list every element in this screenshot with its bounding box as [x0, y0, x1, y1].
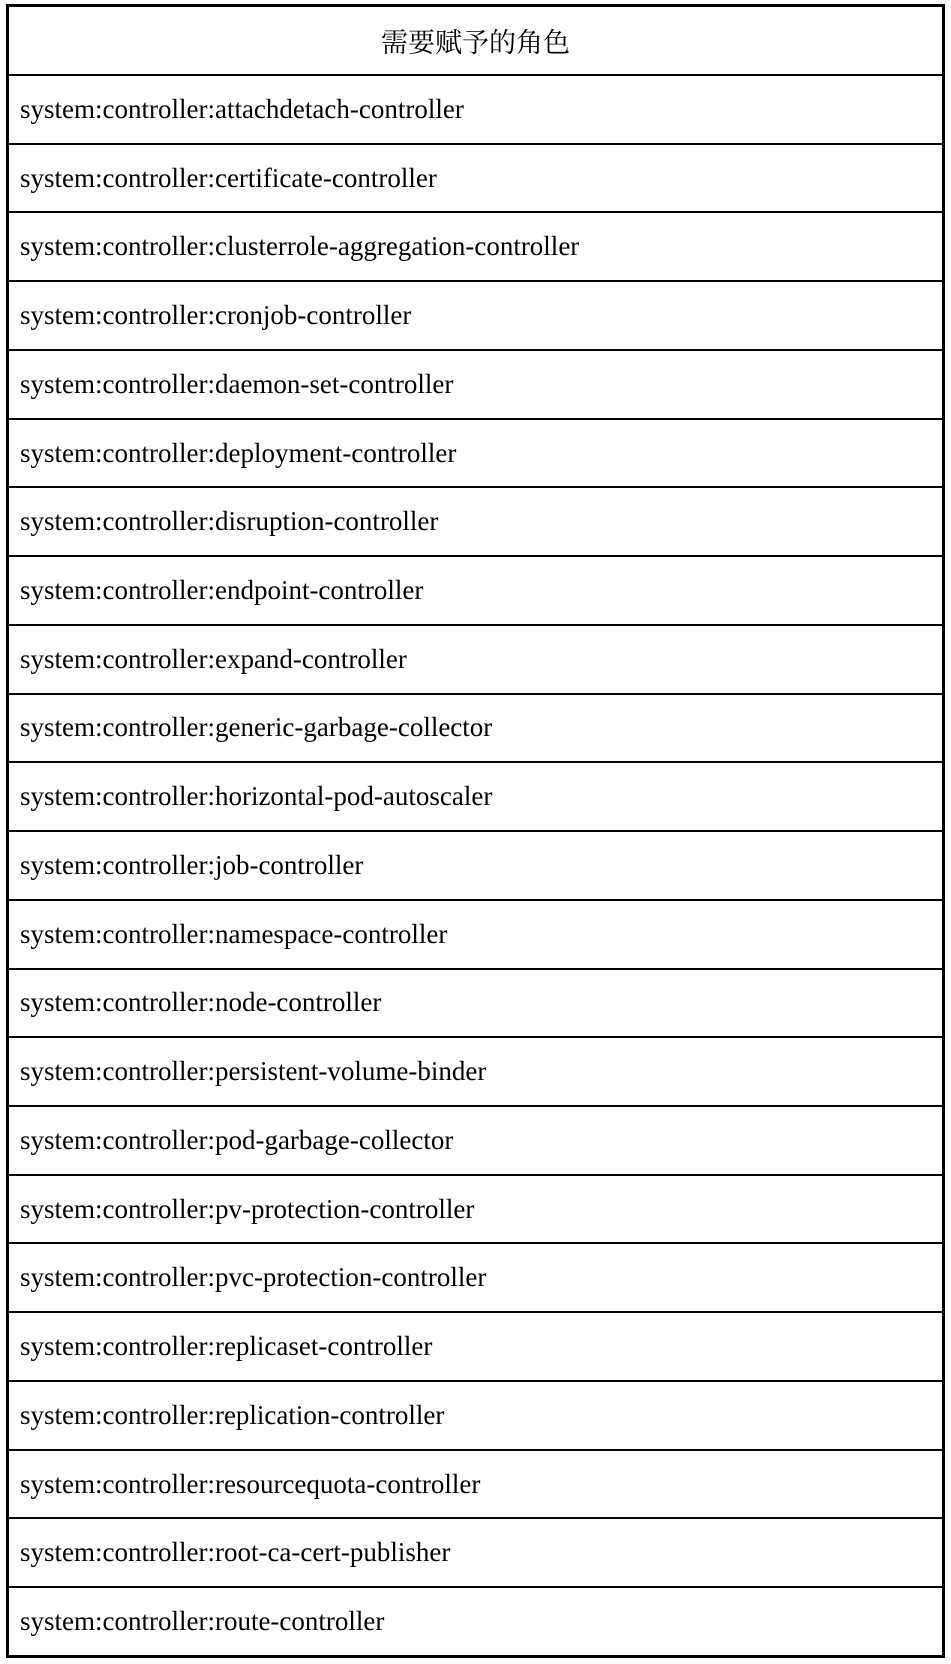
table-row: system:controller:replication-controller — [9, 1382, 942, 1451]
table-row: system:controller:horizontal-pod-autoscaler — [9, 763, 942, 832]
table-header: 需要赋予的角色 — [9, 7, 942, 76]
table-row: system:controller:route-controller — [20, 1606, 385, 1637]
table-row: system:controller:pod-garbage-collector — [9, 1107, 942, 1176]
table-row: system:controller:certificate-controller — [9, 145, 942, 214]
table-row: system:controller:disruption-controller — [9, 488, 942, 557]
table-row: system:controller:job-controller — [9, 832, 942, 901]
table-row: system:controller:pv-protection-controller — [9, 1176, 942, 1245]
table-row: system:controller:pvc-protection-controller — [9, 1244, 942, 1313]
table-row: system:controller:expand-controller — [9, 626, 942, 695]
table-row: system:controller:namespace-controller — [9, 901, 942, 970]
roles-table — [6, 4, 945, 1658]
table-row: system:controller:clusterrole-aggregation-controller — [9, 213, 942, 282]
table-row: system:controller:root-ca-cert-publisher — [9, 1519, 942, 1588]
table-row: system:controller:daemon-set-controller — [9, 351, 942, 420]
table-row: system:controller:cronjob-controller — [9, 282, 942, 351]
table-row: system:controller:resourcequota-controller — [9, 1451, 942, 1520]
table-row: system:controller:generic-garbage-collector — [9, 695, 942, 764]
table-row: system:controller:persistent-volume-binder — [9, 1038, 942, 1107]
table-row: system:controller:replicaset-controller — [9, 1313, 942, 1382]
table-row: system:controller:endpoint-controller — [9, 557, 942, 626]
table-row: system:controller:deployment-controller — [9, 420, 942, 489]
table-row: system:controller:attachdetach-controller — [9, 76, 942, 145]
table-row: system:controller:node-controller — [9, 970, 942, 1039]
table-body — [9, 76, 942, 1655]
